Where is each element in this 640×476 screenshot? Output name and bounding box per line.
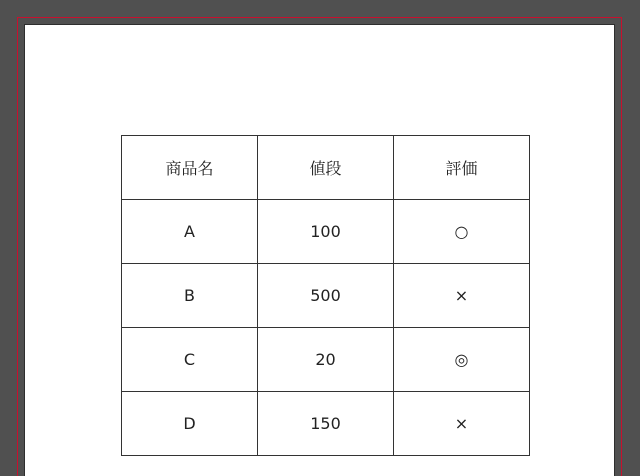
data-table[interactable] <box>121 135 530 456</box>
cell-rating[interactable]: × <box>394 392 530 456</box>
cell-product-name[interactable]: D <box>122 392 258 456</box>
cell-product-name[interactable]: A <box>122 200 258 264</box>
cell-price[interactable]: 500 <box>258 264 394 328</box>
cell-product-name[interactable]: C <box>122 328 258 392</box>
table-header-row <box>122 136 530 200</box>
artboard[interactable] <box>25 25 614 476</box>
cell-rating[interactable]: × <box>394 264 530 328</box>
cell-price[interactable]: 20 <box>258 328 394 392</box>
table-row <box>122 264 530 328</box>
cell-rating[interactable]: ○ <box>394 200 530 264</box>
table-row <box>122 392 530 456</box>
cell-product-name[interactable]: B <box>122 264 258 328</box>
cell-price[interactable]: 150 <box>258 392 394 456</box>
table-row <box>122 200 530 264</box>
header-cell-rating[interactable]: 評価 <box>394 136 530 200</box>
cell-rating[interactable]: ◎ <box>394 328 530 392</box>
cell-price[interactable]: 100 <box>258 200 394 264</box>
header-cell-price[interactable]: 値段 <box>258 136 394 200</box>
header-cell-product-name[interactable]: 商品名 <box>122 136 258 200</box>
table-row <box>122 328 530 392</box>
